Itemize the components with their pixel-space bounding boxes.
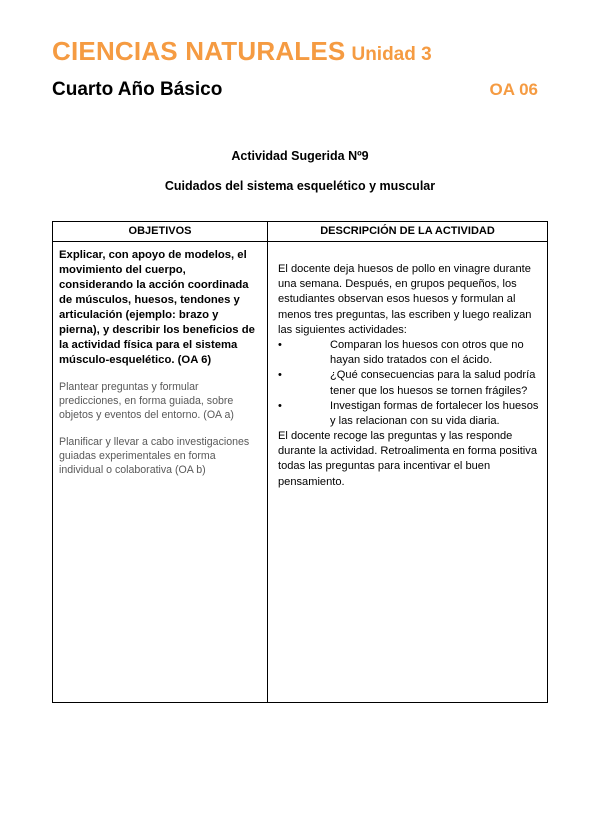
- activity-number: Actividad Sugerida Nº9: [231, 149, 369, 163]
- description-bullet-1: [278, 338, 539, 368]
- description-bullet-3: [278, 399, 539, 429]
- table-header-objectives: OBJETIVOS: [53, 222, 268, 241]
- description-closing: El docente recoge las preguntas y las responde durante la actividad. Retroalimenta en forma positiva todas las preguntas para incentivar el buen pensamiento.: [278, 430, 537, 488]
- description-bullet-2-text: ¿Qué consecuencias para la salud podría tener que los huesos se tornen frágiles?: [330, 369, 536, 397]
- document-page: [0, 36, 600, 836]
- activity-name: Cuidados del sistema esquelético y muscular: [164, 179, 436, 193]
- objective-sub-text-a: Plantear preguntas y formular predicciones, en forma guiada, sobre objetos y eventos del entorno. (OA a): [59, 381, 234, 422]
- description-intro: El docente deja huesos de pollo en vinagre durante una semana. Después, en grupos pequeños, los estudiantes observan esos huesos y formulan al menos tres preguntas, las escriben y luego realizan las siguientes actividades:: [278, 263, 532, 336]
- oa-code-badge: OA 06: [489, 80, 538, 99]
- description-bullet-1-text: Comparan los huesos con otros que no hayan sido tratados con el ácido.: [330, 338, 524, 367]
- objective-sub-text-b: Planificar y llevar a cabo investigaciones guiadas experimentales en forma individual o colaborativa (OA b): [59, 436, 250, 476]
- page-title: CIENCIAS NATURALES: [52, 36, 346, 66]
- document-header-secondary: [52, 79, 548, 101]
- bullet-marker-icon: •: [278, 338, 282, 351]
- objective-main-text: Explicar, con apoyo de modelos, el movimiento del cuerpo, considerando la acción coordinada de músculos, huesos, tendones y articulación (ejemplo: brazo y pierna), y describir los beneficios de la actividad física para el sistema músculo-esquelético. (OA 6): [59, 249, 255, 367]
- table-header-description: DESCRIPCIÓN DE LA ACTIVIDAD: [320, 225, 495, 237]
- bullet-marker-icon: •: [278, 399, 282, 412]
- unit-label: Unidad 3: [351, 44, 432, 65]
- description-bullet-2: [278, 368, 539, 398]
- description-cell: [268, 242, 547, 702]
- grade-subtitle: Cuarto Año Básico: [52, 79, 223, 100]
- description-bullet-3-text: Investigan formas de fortalecer los huesos y las relacionan con su vida diaria.: [330, 399, 539, 427]
- table-header-row: [53, 222, 547, 242]
- bullet-marker-icon: •: [278, 369, 282, 382]
- activity-table: [52, 221, 548, 703]
- activity-heading-block: [52, 149, 548, 193]
- objectives-cell: [53, 242, 268, 702]
- table-body-row: [53, 242, 547, 702]
- document-header-primary: [52, 36, 548, 67]
